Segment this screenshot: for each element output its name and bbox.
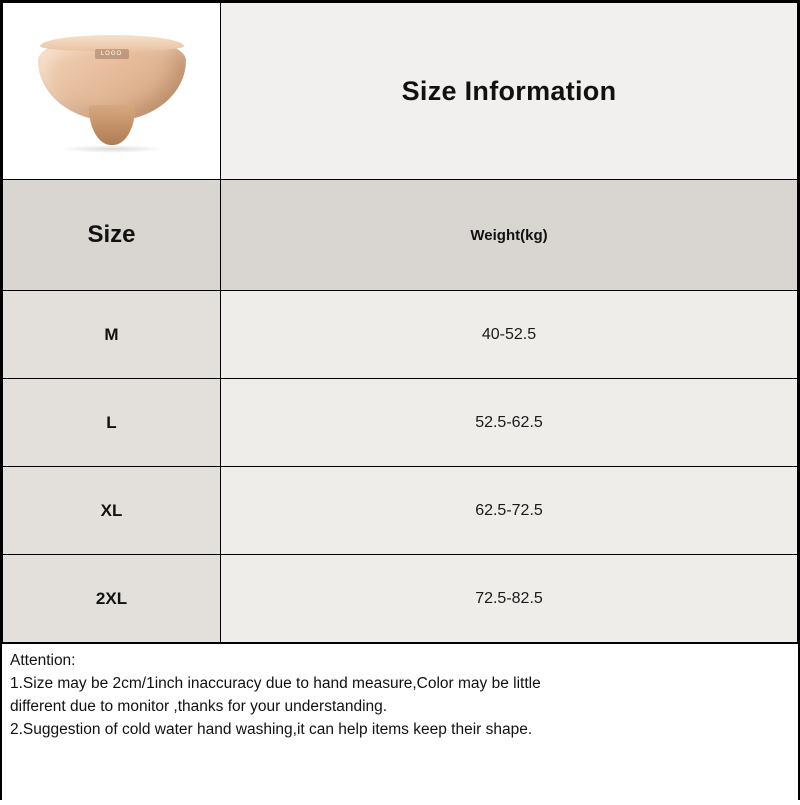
- column-header-weight: Weight(kg): [221, 180, 798, 291]
- attention-line-3: 2.Suggestion of cold water hand washing,it can help items keep their shape.: [10, 721, 533, 738]
- weight-value: 52.5-62.5: [221, 379, 798, 467]
- table-header-row: [3, 3, 798, 180]
- table-row: [3, 467, 798, 555]
- weight-value: 62.5-72.5: [221, 467, 798, 555]
- briefs-illustration: [32, 27, 192, 155]
- size-information-table: [2, 2, 798, 643]
- size-value: L: [3, 379, 221, 467]
- weight-value: 72.5-82.5: [221, 555, 798, 643]
- attention-note: [2, 643, 798, 805]
- drop-shadow: [58, 145, 166, 153]
- attention-line-2: different due to monitor ,thanks for your understanding.: [10, 698, 388, 715]
- brand-label: LOGO: [95, 49, 129, 59]
- table-row: [3, 379, 798, 467]
- table-row: [3, 291, 798, 379]
- column-header-size: Size: [3, 180, 221, 291]
- table-subheader-row: [3, 180, 798, 291]
- briefs-gusset: [89, 105, 135, 145]
- page-title: Size Information: [221, 3, 798, 180]
- size-value: M: [3, 291, 221, 379]
- table-row: [3, 555, 798, 643]
- weight-value: 40-52.5: [221, 291, 798, 379]
- product-image-cell: [3, 3, 221, 180]
- attention-title: Attention:: [10, 652, 76, 669]
- attention-line-1: 1.Size may be 2cm/1inch inaccuracy due to hand measure,Color may be little: [10, 675, 541, 692]
- size-value: 2XL: [3, 555, 221, 643]
- size-value: XL: [3, 467, 221, 555]
